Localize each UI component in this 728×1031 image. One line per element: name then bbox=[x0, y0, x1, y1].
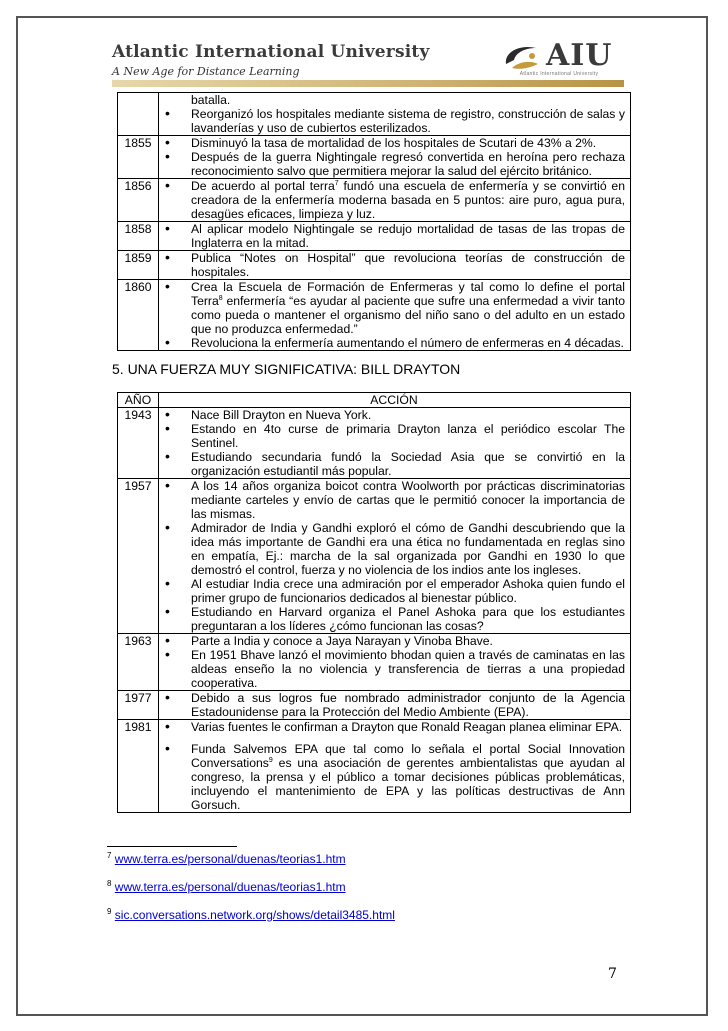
year-cell: 1858 bbox=[118, 222, 159, 251]
header-band bbox=[112, 80, 624, 87]
year-cell: 1859 bbox=[118, 251, 159, 280]
footnote-link[interactable]: www.terra.es/personal/duenas/teorias1.htm bbox=[114, 852, 346, 866]
section-heading: 5. UNA FUERZA MUY SIGNIFICATIVA: BILL DRAYTON bbox=[112, 361, 461, 377]
year-cell: 1856 bbox=[118, 179, 159, 222]
page-number: 7 bbox=[608, 966, 617, 982]
item-text: Crea la Escuela de Formación de Enfermeras y tal como lo define el portal Terra bbox=[191, 280, 625, 308]
footnote bbox=[107, 908, 395, 922]
table-row bbox=[118, 93, 631, 136]
item-text: fundó una escuela de enfermería y se convirtió en creadora de la enfermería moderna basada en 5 puntos: aire puro, agua pura, desagües eficaces, limpieza y luz. bbox=[191, 179, 625, 221]
bullet-item: • Debido a sus logros fue nombrado administrador conjunto de la Agencia Estadounidense para la Protección del Medio Ambiente (EPA). bbox=[163, 691, 625, 719]
footnote-ref: 8 bbox=[218, 294, 223, 302]
footnote-ref: 7 bbox=[334, 179, 339, 187]
bullet-item: • Al estudiar India crece una admiración por el emperador Ashoka quien fundo el primer grupo de funcionarios dedicados al bienestar público. bbox=[163, 577, 625, 605]
university-title: Atlantic International University bbox=[112, 42, 430, 62]
table-row bbox=[118, 634, 631, 691]
action-cell bbox=[159, 136, 631, 179]
bullet-item: • Parte a India y conoce a Jaya Narayan y Vinoba Bhave. bbox=[163, 634, 625, 648]
page-header bbox=[112, 40, 624, 88]
footnote-link[interactable]: www.terra.es/personal/duenas/teorias1.htm bbox=[114, 880, 346, 894]
footnote-link[interactable]: sic.conversations.network.org/shows/detail3485.html bbox=[114, 908, 395, 922]
item-text: De acuerdo al portal terra bbox=[191, 179, 335, 193]
item-text: enfermería “es ayudar al paciente que sufre una enfermedad a vivir tanto como pueda o mantener el organismo del niño sano o del adulto en un estado que no produzca enfermedad.” bbox=[191, 294, 625, 336]
action-cell bbox=[159, 720, 631, 813]
bullet-item: • Nace Bill Drayton en Nueva York. bbox=[163, 408, 625, 422]
year-column-header: AÑO bbox=[118, 393, 159, 408]
table-row bbox=[118, 720, 631, 813]
footnote-number: 7 bbox=[107, 851, 112, 860]
year-cell: 1943 bbox=[118, 408, 159, 479]
action-cell bbox=[159, 179, 631, 222]
action-cell bbox=[159, 634, 631, 691]
bullet-item: • Revoluciona la enfermería aumentando el número de enfermeras en 4 décadas. bbox=[163, 336, 625, 350]
bullet-item: • Después de la guerra Nightingale regresó convertida en heroína pero rechaza reconocimiento salvo que permitiera mejorar la salud del ejército británico. bbox=[163, 150, 625, 178]
action-cell bbox=[159, 222, 631, 251]
swirl-logo-icon bbox=[502, 42, 540, 72]
table-row bbox=[118, 251, 631, 280]
action-cell bbox=[159, 691, 631, 720]
action-column-header: ACCIÓN bbox=[159, 393, 631, 408]
bullet-item: • En 1951 Bhave lanzó el movimiento bhodan quien a través de caminatas en las aldeas enseño la no violencia y transferencia de tierras a una propiedad cooperativa. bbox=[163, 648, 625, 690]
bullet-item: • Reorganizó los hospitales mediante sistema de registro, construcción de salas y lavanderías y uso de cubiertos esterilizados. bbox=[163, 107, 625, 135]
footnote-rule bbox=[107, 846, 237, 847]
bullet-item: • Varias fuentes le confirman a Drayton que Ronald Reagan planea eliminar EPA. bbox=[163, 720, 625, 734]
year-cell: 1981 bbox=[118, 720, 159, 813]
table-header-row bbox=[118, 393, 631, 408]
logo-subtext: Atlantic International University bbox=[519, 71, 599, 77]
item-text: es una asociación de gerentes ambientalistas que ayudan al congreso, la prensa y el público a tomar decisiones públicas problemáticas, incluyendo el mantenimiento de EPA y las políticas destructivas de Ann Gorsuch. bbox=[191, 756, 625, 812]
bullet-item bbox=[163, 280, 625, 336]
table-row bbox=[118, 222, 631, 251]
bullet-item: • Estudiando secundaria fundó la Sociedad Asia que se convirtió en la organización estudiantil más popular. bbox=[163, 450, 625, 478]
text-item: batalla. bbox=[191, 93, 231, 107]
action-cell bbox=[159, 93, 631, 136]
action-cell bbox=[159, 251, 631, 280]
year-cell bbox=[118, 93, 159, 136]
year-cell: 1963 bbox=[118, 634, 159, 691]
year-cell: 1977 bbox=[118, 691, 159, 720]
drayton-timeline-table bbox=[117, 392, 631, 813]
bullet-item: • Publica “Notes on Hospital” que revoluciona teorías de construcción de hospitales. bbox=[163, 251, 625, 279]
bullet-item: • Al aplicar modelo Nightingale se redujo mortalidad de tasas de las tropas de Inglaterra en la mitad. bbox=[163, 222, 625, 250]
bullet-item: • Disminuyó la tasa de mortalidad de los hospitales de Scutari de 43% a 2%. bbox=[163, 136, 625, 150]
year-cell: 1957 bbox=[118, 479, 159, 634]
table-row bbox=[118, 691, 631, 720]
bullet-item: • Admirador de India y Gandhi exploró el cómo de Gandhi descubriendo que la idea más importante de Gandhi era una ética no fundamentada en reglas sino en empatía, Ej.: marcha de la sal organizada por Gandhi en 1930 lo que demostró el control, fuerza y no violencia de los indios ante los ingleses. bbox=[163, 521, 625, 577]
bullet-item: • Estando en 4to curse de primaria Drayton lanza el periódico escolar The Sentinel. bbox=[163, 422, 625, 450]
table-row bbox=[118, 479, 631, 634]
action-cell bbox=[159, 479, 631, 634]
year-cell: 1860 bbox=[118, 280, 159, 351]
bullet-item: • A los 14 años organiza boicot contra Woolworth por prácticas discriminatorias mediante carteles y envío de cartas que le permitió conocer la importancia de las mismas. bbox=[163, 479, 625, 521]
logo-text: AIU bbox=[546, 38, 613, 73]
table-row bbox=[118, 179, 631, 222]
university-tagline: A New Age for Distance Learning bbox=[112, 65, 300, 78]
action-cell bbox=[159, 280, 631, 351]
footnote-number: 9 bbox=[107, 907, 112, 916]
bullet-item bbox=[163, 179, 625, 221]
bullet-item: • Estudiando en Harvard organiza el Panel Ashoka para que los estudiantes preguntaran a los líderes ¿cómo funcionan las cosas? bbox=[163, 605, 625, 633]
year-cell: 1855 bbox=[118, 136, 159, 179]
table-row bbox=[118, 136, 631, 179]
footnote bbox=[107, 852, 346, 866]
table-row bbox=[118, 280, 631, 351]
table-row bbox=[118, 408, 631, 479]
item-text: Funda Salvemos EPA que tal como lo señala el portal Social Innovation Conversations bbox=[191, 742, 625, 770]
footnote bbox=[107, 880, 346, 894]
bullet-item bbox=[163, 742, 625, 812]
nightingale-timeline-table bbox=[117, 92, 631, 351]
footnote-ref: 9 bbox=[268, 756, 273, 764]
footnote-number: 8 bbox=[107, 879, 112, 888]
aiu-logo bbox=[494, 40, 624, 80]
action-cell bbox=[159, 408, 631, 479]
